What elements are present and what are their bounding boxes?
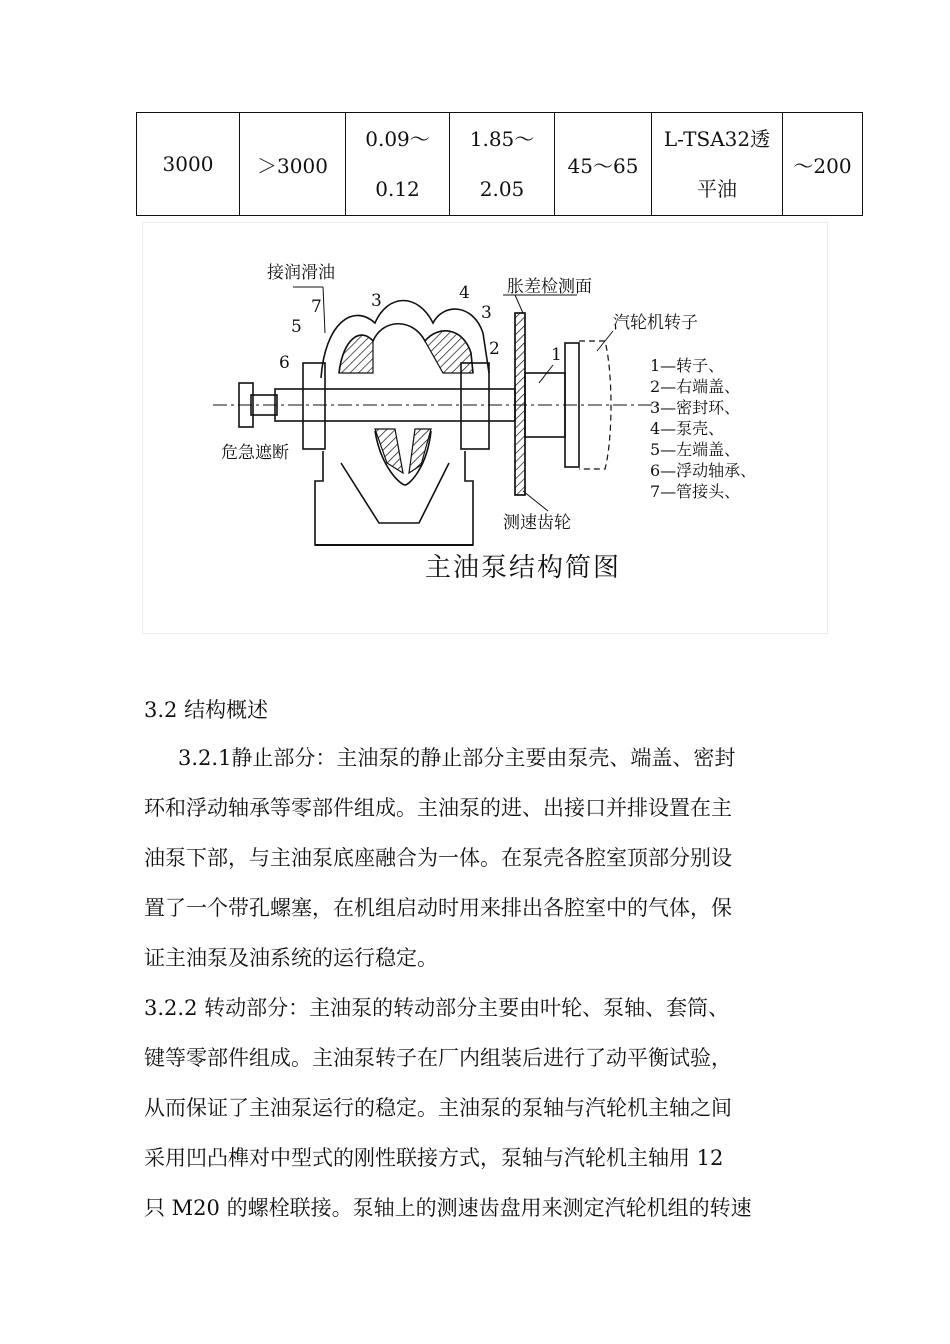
cell-line: 平油 [697, 177, 737, 201]
legend-item: 6—浮动轴承、 [650, 461, 757, 480]
table-cell: 45～65 [555, 113, 652, 216]
lube-inlet-label: 接润滑油 [267, 263, 335, 283]
legend-item: 5—左端盖、 [650, 440, 741, 459]
emergency-trip-label: 危急遮断 [221, 443, 289, 463]
paragraph-line: 3.2.2 转动部分：主油泵的转动部分主要由叶轮、泵轴、套筒、 [144, 996, 730, 1020]
table-cell [450, 113, 555, 216]
paragraph-line: 只 M20 的螺栓联接。泵轴上的测速齿盘用来测定汽轮机组的转速 [144, 1196, 752, 1220]
legend-item: 7—管接头、 [650, 482, 741, 501]
paragraph-line: 3.2.1静止部分：主油泵的静止部分主要由泵壳、端盖、密封 [178, 746, 736, 770]
cell-line: 1.85～ [469, 127, 535, 151]
spec-table [136, 112, 863, 216]
table-cell [346, 113, 450, 216]
paragraph-line: 从而保证了主油泵运行的稳定。主油泵的泵轴与汽轮机主轴之间 [144, 1096, 732, 1120]
cell-line: 0.12 [375, 177, 420, 201]
legend-item: 1—转子、 [650, 356, 725, 375]
legend-item: 4—泵壳、 [650, 419, 725, 438]
cell-line: L-TSA32透 [663, 127, 771, 151]
callout-3-left: 3 [371, 291, 382, 311]
table-row [137, 113, 863, 216]
paragraph-line: 环和浮动轴承等零部件组成。主油泵的进、出接口并排设置在主 [144, 796, 732, 820]
section-heading: 3.2 结构概述 [144, 698, 269, 722]
table-cell: 3000 [137, 113, 240, 216]
callout-3-right: 3 [481, 303, 492, 323]
table-cell: ＞3000 [240, 113, 346, 216]
turbine-rotor-label: 汽轮机转子 [613, 313, 698, 333]
cell-line: 2.05 [479, 177, 525, 201]
pump-diagram-figure [142, 222, 828, 634]
paragraph-line: 键等零部件组成。主油泵转子在厂内组装后进行了动平衡试验， [144, 1046, 732, 1070]
callout-1: 1 [551, 345, 562, 365]
figure-caption: 主油泵结构简图 [425, 553, 622, 583]
paragraph-line: 采用凹凸榫对中型式的刚性联接方式，泵轴与汽轮机主轴用 12 [144, 1146, 724, 1170]
callout-2: 2 [489, 339, 500, 359]
callout-7: 7 [311, 297, 322, 317]
paragraph-line: 油泵下部，与主油泵底座融合为一体。在泵壳各腔室顶部分别设 [144, 846, 732, 870]
callout-4: 4 [459, 283, 470, 303]
legend-item: 2—右端盖、 [650, 377, 741, 396]
parts-legend [650, 355, 756, 502]
paragraph-line: 置了一个带孔螺塞，在机组启动时用来排出各腔室中的气体，保 [144, 896, 732, 920]
expansion-face-label: 胀差检测面 [507, 277, 592, 297]
callout-6: 6 [279, 353, 290, 373]
table-cell [652, 113, 783, 216]
paragraph-line: 证主油泵及油系统的运行稳定。 [144, 946, 438, 970]
cell-line: 0.09～ [365, 127, 430, 151]
callout-5: 5 [291, 317, 302, 337]
speed-gear-label: 测速齿轮 [503, 513, 571, 533]
legend-item: 3—密封环、 [650, 398, 741, 417]
table-cell: ～200 [783, 113, 863, 216]
